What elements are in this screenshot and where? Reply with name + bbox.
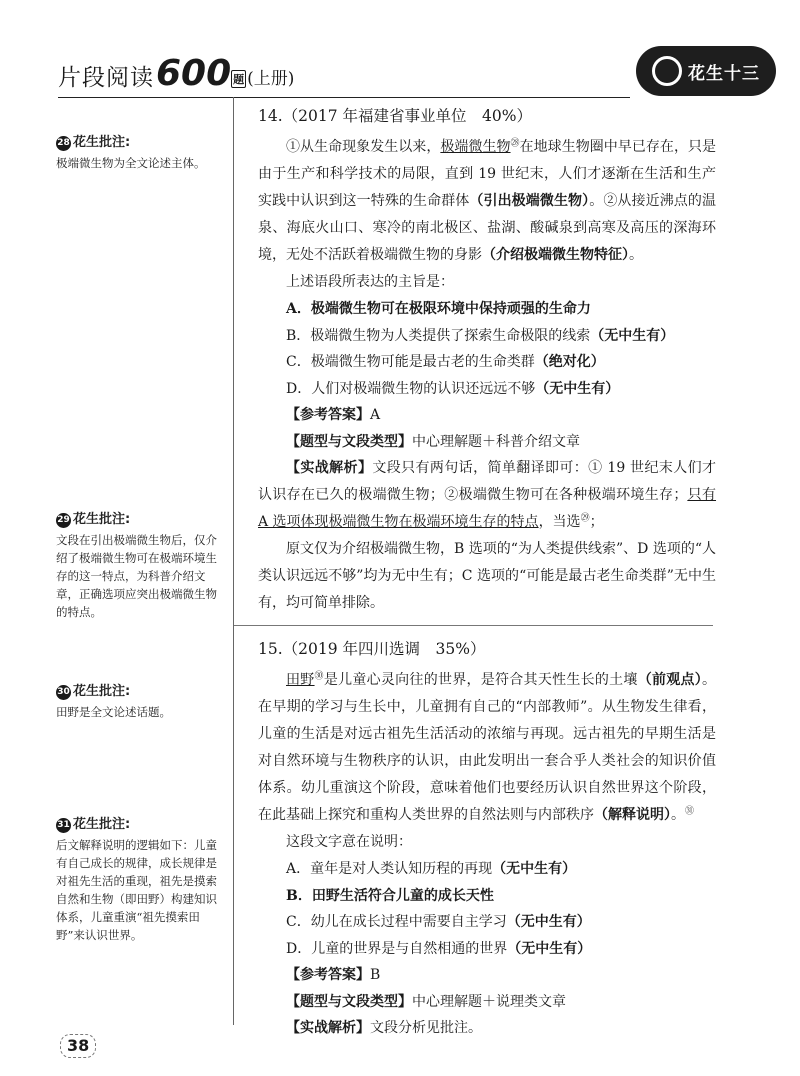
note-title: 花生批注: (73, 135, 131, 150)
option-text: D．儿童的世界是与自然相通的世界 (286, 940, 508, 957)
side-note-30 (56, 683, 224, 721)
note-text: 田野是全文论述话题。 (56, 705, 171, 719)
book-title-number: 600 (156, 53, 232, 94)
analysis-text: 文段只有两句话，简单翻译即可：① 19 世纪末人们才认识存在已久的极端微生物；②极端微生物可在各种极端环境生存； (258, 460, 717, 503)
note-number-badge: 31 (56, 818, 71, 833)
answer-label: 【参考答案】 (286, 407, 370, 423)
option-hint: （无中生有） (590, 327, 675, 344)
analysis-text: ； (589, 514, 604, 530)
peanut-logo-icon (652, 56, 682, 86)
column-divider-bottom (233, 625, 234, 1025)
answer-value: B (370, 967, 381, 983)
page-number: 38 (60, 1034, 96, 1058)
book-title-text: 片段阅读 (58, 65, 154, 91)
key-term: 田野 (286, 672, 315, 688)
option-text: A．童年是对人类认知历程的再现 (286, 861, 493, 877)
option-hint: （无中生有） (506, 914, 591, 930)
hint: （介绍极端微生物特征） (482, 247, 629, 263)
passage-text: ①从生命现象发生以来， (286, 139, 441, 155)
analysis-text: 文段分析见批注。 (370, 1020, 482, 1036)
option-a (258, 856, 716, 883)
option-b (258, 883, 716, 910)
type-value: 中心理解题＋说理类文章 (412, 993, 566, 1010)
question-header: 14.（2017 年福建省事业单位 40%） (258, 107, 532, 125)
option-c (258, 909, 716, 936)
answer-label: 【参考答案】 (286, 967, 370, 983)
note-ref: ㉛ (685, 806, 695, 817)
column-divider-top (233, 97, 234, 625)
option-hint: （无中生有） (507, 940, 592, 957)
hint: （前观点） (637, 672, 703, 688)
note-ref: ㉙ (580, 513, 590, 524)
hint: （引出极端微生物） (469, 193, 590, 209)
passage-text: 是儿童心灵向往的世界，是符合其天性生长的土壤 (323, 672, 638, 688)
question-stem: 这段文字意在说明： (286, 834, 412, 850)
side-note-31 (56, 816, 224, 944)
analysis-2: 原文仅为介绍极端微生物，B 选项的“为人类提供线索”、D 选项的“人类认识远远不够”均为无中生有；C 选项的“可能是最古老生命类群”无中生有，均可简单排除。 (258, 541, 716, 611)
side-note-29 (56, 511, 224, 621)
passage-text: 。在早期的学习与生长中，儿童拥有自己的“内部教师”。从生物发生律看，儿童的生活是对远古祖先生活活动的浓缩与再现。远古祖先的早期生活是对自然环境与生物秩序的认识，由此发明出一套合乎人类社会的知识价值体系。幼儿重演这个阶段，意味着他们也要经历认识自然世界这个阶段，在此基础上探究和重构人类世界的自然法则与内部秩序 (258, 672, 717, 823)
note-title: 花生批注: (73, 817, 131, 832)
type-line (258, 989, 716, 1016)
book-volume: (上册) (247, 69, 295, 89)
analysis-underlined: 只有 A 选项体现极端微生物在极端环境生存的特点 (258, 487, 717, 530)
type-label: 【题型与文段类型】 (286, 993, 412, 1010)
type-value: 中心理解题＋科普介绍文章 (412, 433, 580, 450)
option-text: B．极端微生物为人类提供了探索生命极限的线索 (286, 327, 591, 344)
option-c (258, 349, 716, 376)
option-a (258, 296, 716, 323)
option-text: B．田野生活符合儿童的成长天性 (286, 887, 494, 904)
note-title: 花生批注: (73, 512, 131, 527)
note-number-badge: 30 (56, 685, 71, 700)
analysis-label: 【实战解析】 (286, 460, 373, 476)
note-ref: ㉚ (314, 671, 324, 682)
brand-logo (636, 46, 776, 96)
note-text: 极端微生物为全文论述主体。 (56, 156, 206, 170)
hint: （解释说明） (594, 807, 671, 823)
option-hint: （无中生有） (535, 380, 620, 397)
option-text: D．人们对极端微生物的认识还远远不够 (286, 380, 536, 397)
brand-logo-text: 花生十三 (688, 63, 760, 84)
passage-text: 在地球生物圈中早已存在，只是由于生产和科学技术的局限，直到 19 世纪末，人们才逐渐在生活和生产实践中认识到这一特殊的生命群体 (258, 139, 717, 209)
note-number-badge: 28 (56, 136, 71, 151)
note-number-badge: 29 (56, 513, 71, 528)
option-text: C．幼儿在成长过程中需要自主学习 (286, 914, 507, 930)
header-rule (58, 97, 630, 98)
option-text: A．极端微生物可在极限环境中保持顽强的生命力 (286, 301, 591, 317)
note-text: 文段在引出极端微生物后，仅介绍了极端微生物可在极端环境生存的这一特点，为科普介绍文章，正确选项应突出极端微生物的特点。 (56, 533, 217, 619)
option-d (258, 936, 716, 963)
side-note-28 (56, 134, 224, 172)
analysis-label: 【实战解析】 (286, 1020, 370, 1036)
passage-text: 。 (629, 247, 643, 263)
option-hint: （无中生有） (492, 861, 577, 877)
question-14 (258, 104, 716, 617)
note-title: 花生批注: (73, 684, 131, 699)
option-hint: （绝对化） (534, 354, 605, 370)
question-15 (258, 637, 716, 1042)
answer-value: A (370, 407, 381, 423)
note-text: 后文解释说明的逻辑如下：儿童有自己成长的规律，成长规律是对祖先生活的重现，祖先是摸索自然和生物（即田野）构建知识体系，儿童重演“祖先摸索田野”来认识世界。 (56, 838, 217, 942)
question-header: 15.（2019 年四川选调 35%） (258, 640, 486, 658)
key-term: 极端微生物 (440, 139, 511, 155)
analysis-text: ，当选 (538, 514, 581, 530)
option-text: C．极端微生物可能是最古老的生命类群 (286, 354, 535, 370)
book-title (58, 48, 294, 92)
analysis-line (258, 1015, 716, 1042)
type-label: 【题型与文段类型】 (286, 433, 412, 450)
passage-text: 。②从接近沸点的温泉、海底火山口、寒冷的南北极区、盐湖、酸碱泉到高寒及高压的深海环境，无处不活跃着极端微生物的身影 (258, 193, 716, 263)
type-line (258, 429, 716, 456)
answer-line (258, 962, 716, 989)
passage (258, 134, 716, 269)
option-b (258, 323, 716, 350)
book-title-badge: 题 (231, 70, 246, 88)
question-divider (233, 625, 713, 626)
question-stem: 上述语段所表达的主旨是： (286, 274, 454, 290)
passage (258, 667, 716, 829)
passage-text: 。 (671, 807, 685, 823)
analysis (258, 455, 716, 536)
option-d (258, 376, 716, 403)
note-ref: ㉘ (510, 138, 520, 149)
answer-line (258, 402, 716, 429)
